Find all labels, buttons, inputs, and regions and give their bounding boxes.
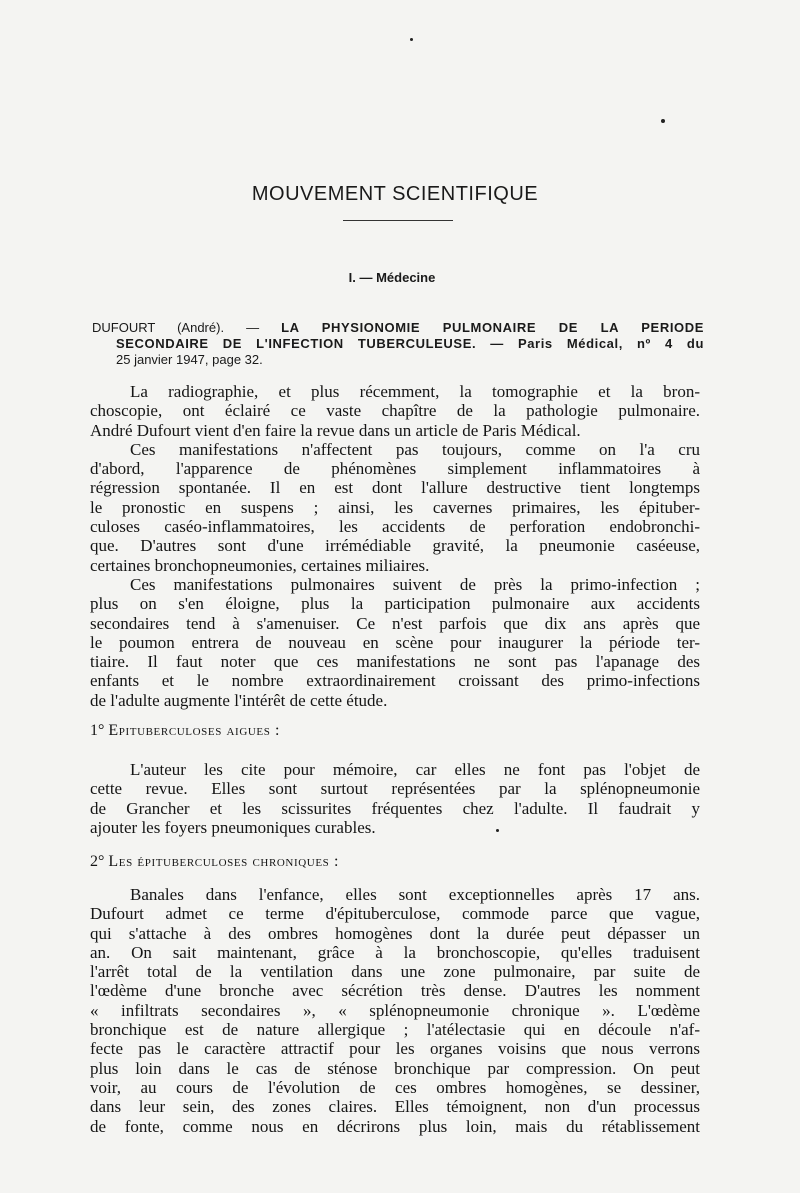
text-line: l'arrêt total de la ventilation dans une zone pulmonaire, par suite de [90,962,700,982]
text-line: dans leur sein, des zones claires. Elles témoignent, non d'un processus [90,1097,700,1117]
subheading-text: Les épituberculoses chroniques : [108,853,340,870]
reference-author: DUFOURT (André). — [92,320,282,335]
text-line: le pronostic en suspens ; ainsi, les cavernes primaires, les épituber- [90,497,700,517]
text-line: fecte pas le caractère attractif pour les organes voisins que nous verrons [90,1039,700,1059]
paragraph-introduction [90,382,700,710]
text-line: le poumon entrera de nouveau en scène pour inaugurer la période ter- [90,632,700,652]
text-line: L'auteur les cite pour mémoire, car elles ne font pas l'objet de [130,760,700,779]
print-speck [661,119,665,123]
text-line: plus loin dans le cas de sténose bronchique par compression. On peut [90,1058,700,1078]
text-line: que. D'autres sont d'une irrémédiable gravité, la pneumonie caséeuse, [90,536,700,556]
text-line: régression spontanée. Il en est dont l'allure destructive tient longtemps [90,478,700,498]
text-line: Ces manifestations pulmonaires suivent de près la primo-infection ; [130,574,700,594]
print-speck [496,829,499,832]
text-line: de Grancher et les scissurites fréquentes chez l'adulte. Il faudrait y [90,798,700,818]
title-divider [343,220,453,221]
page-title: MOUVEMENT SCIENTIFIQUE [251,183,539,205]
text-line: l'œdème d'une bronche avec sécrétion très dense. D'autres les nomment [90,981,700,1001]
text-line: qui s'attache à des ombres homogènes dont la durée peut dépasser un [90,923,700,943]
text-line: La radiographie, et plus récemment, la tomographie et la bron- [130,382,700,401]
section-heading: I. — Médecine [348,270,436,285]
article-reference [92,320,704,368]
text-line: Dufourt admet ce terme d'épituberculose, commode parce que vague, [90,904,700,924]
subheading-epituberculoses-chroniques [90,853,339,871]
text-line: voir, au cours de l'évolution de ces ombres homogènes, se dessiner, [90,1077,700,1097]
reference-date: 25 janvier 1947, page 32. [116,352,263,367]
text-line: enfants et le nombre extraordinairement croissant des primo-infections [90,671,700,691]
paragraph-aigues [90,760,700,837]
paragraph-chroniques [90,885,700,1136]
subheading-text: Epituberculoses aigues : [108,722,281,739]
text-line: « infiltrats secondaires », « splénopneumonie chronique ». L'œdème [90,1000,700,1020]
text-line: cette revue. Elles sont surtout représentées par la splénopneumonie [90,779,700,799]
text-line: plus on s'en éloigne, plus la participation pulmonaire aux accidents [90,594,700,614]
text-line: tiaire. Il faut noter que ces manifestations ne sont pas l'apanage des [90,652,700,672]
text-line: secondaires tend à s'amenuiser. Ce n'est parfois que dix ans après que [90,613,700,633]
text-line: an. On sait maintenant, grâce à la bronchoscopie, qu'elles traduisent [90,942,700,962]
reference-line-2 [92,336,704,352]
text-line: Banales dans l'enfance, elles sont exceptionnelles après 17 ans. [130,885,700,904]
subheading-epituberculoses-aigues [90,722,280,740]
text-line: d'abord, l'apparence de phénomènes simplement inflammatoires à [90,459,700,479]
subheading-number: 2° [90,853,105,870]
text-line: de fonte, comme nous en décrirons plus loin, mais du rétablissement [90,1116,700,1136]
text-line: certaines bronchopneumonies, certaines miliaires. [90,555,430,575]
reference-title-part-2: SECONDAIRE DE L'INFECTION TUBERCULEUSE. [116,336,477,351]
reference-line-1 [92,320,704,336]
reference-journal: — Paris Médical, nº 4 du [476,336,704,351]
text-line: culoses caséo-inflammatoires, les accidents de perforation endobronchi- [90,517,700,537]
text-line: André Dufourt vient d'en faire la revue dans un article de Paris Médical. [90,420,581,440]
text-line: ajouter les foyers pneumoniques curables. [90,817,376,837]
print-speck [410,38,413,41]
text-line: choscopie, ont éclairé ce vaste chapître de la pathologie pulmonaire. [90,401,700,421]
text-line: de l'adulte augmente l'intérêt de cette étude. [90,690,388,710]
reference-title-part-1: LA PHYSIONOMIE PULMONAIRE DE LA PERIODE [281,320,704,335]
text-line: bronchique est de nature allergique ; l'atélectasie qui en découle n'af- [90,1020,700,1040]
text-line: Ces manifestations n'affectent pas toujours, comme on l'a cru [130,439,700,459]
subheading-number: 1° [90,722,105,739]
